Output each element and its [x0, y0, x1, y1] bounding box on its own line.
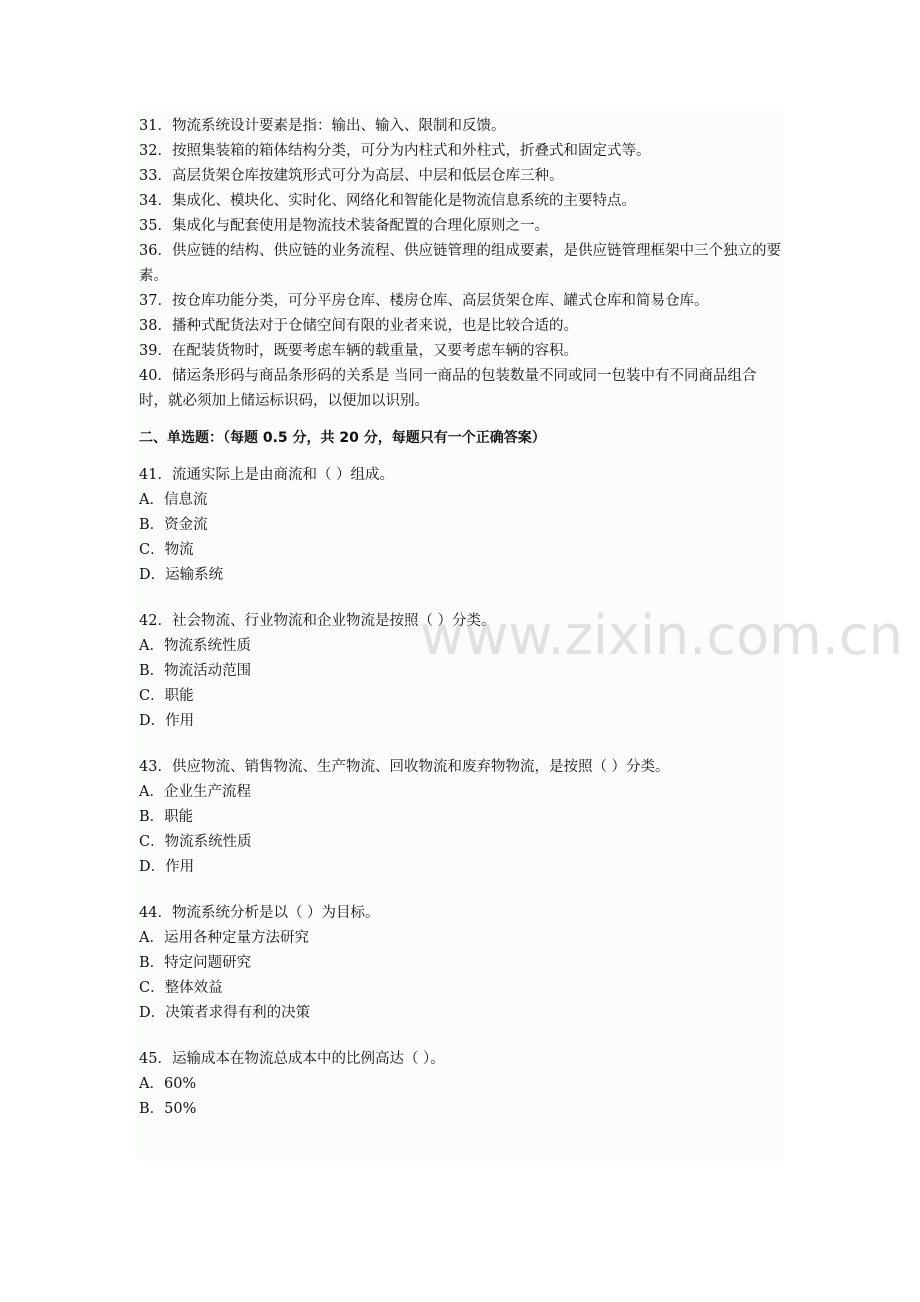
statement-32: 32．按照集装箱的箱体结构分类，可分为内柱式和外柱式，折叠式和固定式等。 — [139, 143, 651, 159]
question-45 — [137, 1047, 783, 1122]
option-c: C．物流 — [139, 542, 194, 558]
option-a: A．物流系统性质 — [139, 638, 251, 654]
option-c: C．物流系统性质 — [139, 834, 252, 850]
option-d: D．作用 — [139, 713, 195, 729]
option-b: B．资金流 — [139, 517, 208, 533]
question-42 — [137, 609, 783, 734]
option-d: D．作用 — [139, 859, 195, 875]
option-b: B．50% — [139, 1101, 197, 1117]
document-content — [137, 110, 783, 1122]
option-c: C．职能 — [139, 688, 194, 704]
option-a: A．企业生产流程 — [139, 784, 251, 800]
statement-39: 39．在配装货物时，既要考虑车辆的载重量，又要考虑车辆的容积。 — [139, 343, 578, 359]
option-a: A．60% — [139, 1076, 197, 1092]
statement-36: 36．供应链的结构、供应链的业务流程、供应链管理的组成要素，是供应链管理框架中三个独立的要素。 — [139, 243, 781, 284]
option-a: A．信息流 — [139, 492, 208, 508]
option-d: D．运输系统 — [139, 567, 224, 583]
statement-37: 37．按仓库功能分类，可分平房仓库、楼房仓库、高层货架仓库、罐式仓库和简易仓库。 — [139, 293, 709, 309]
watermark-text: www.zixin.com.cn — [420, 604, 903, 667]
question-41 — [137, 463, 783, 588]
statement-34: 34．集成化、模块化、实时化、网络化和智能化是物流信息系统的主要特点。 — [139, 193, 636, 209]
question-stem: 45．运输成本在物流总成本中的比例高达（ ）。 — [139, 1051, 445, 1067]
section-title: 二、单选题：（每题 0.5 分，共 20 分，每题只有一个正确答案） — [139, 430, 546, 446]
question-stem: 43．供应物流、销售物流、生产物流、回收物流和废弃物物流，是按照（ ）分类。 — [139, 759, 670, 775]
document-page — [137, 110, 783, 1160]
question-stem: 41．流通实际上是由商流和（ ）组成。 — [139, 467, 395, 483]
option-b: B．特定问题研究 — [139, 955, 252, 971]
option-b: B．物流活动范围 — [139, 663, 252, 679]
statement-35: 35．集成化与配套使用是物流技术装备配置的合理化原则之一。 — [139, 218, 549, 234]
statement-33: 33．高层货架仓库按建筑形式可分为高层、中层和低层仓库三种。 — [139, 168, 564, 184]
question-44 — [137, 901, 783, 1026]
statement-40: 40．储运条形码与商品条形码的关系是 当同一商品的包装数量不同或同一包装中有不同商品组合时，就必须加上储运标识码，以便加以识别。 — [139, 368, 757, 409]
question-43 — [137, 755, 783, 880]
statement-31: 31．物流系统设计要素是指：输出、输入、限制和反馈。 — [139, 118, 506, 134]
question-stem: 42．社会物流、行业物流和企业物流是按照（ ）分类。 — [139, 613, 496, 629]
option-c: C．整体效益 — [139, 980, 223, 996]
option-d: D．决策者求得有利的决策 — [139, 1005, 311, 1021]
option-a: A．运用各种定量方法研究 — [139, 930, 309, 946]
question-stem: 44．物流系统分析是以（ ）为目标。 — [139, 905, 380, 921]
statement-38: 38．播种式配货法对于仓储空间有限的业者来说，也是比较合适的。 — [139, 318, 578, 334]
option-b: B．职能 — [139, 809, 194, 825]
